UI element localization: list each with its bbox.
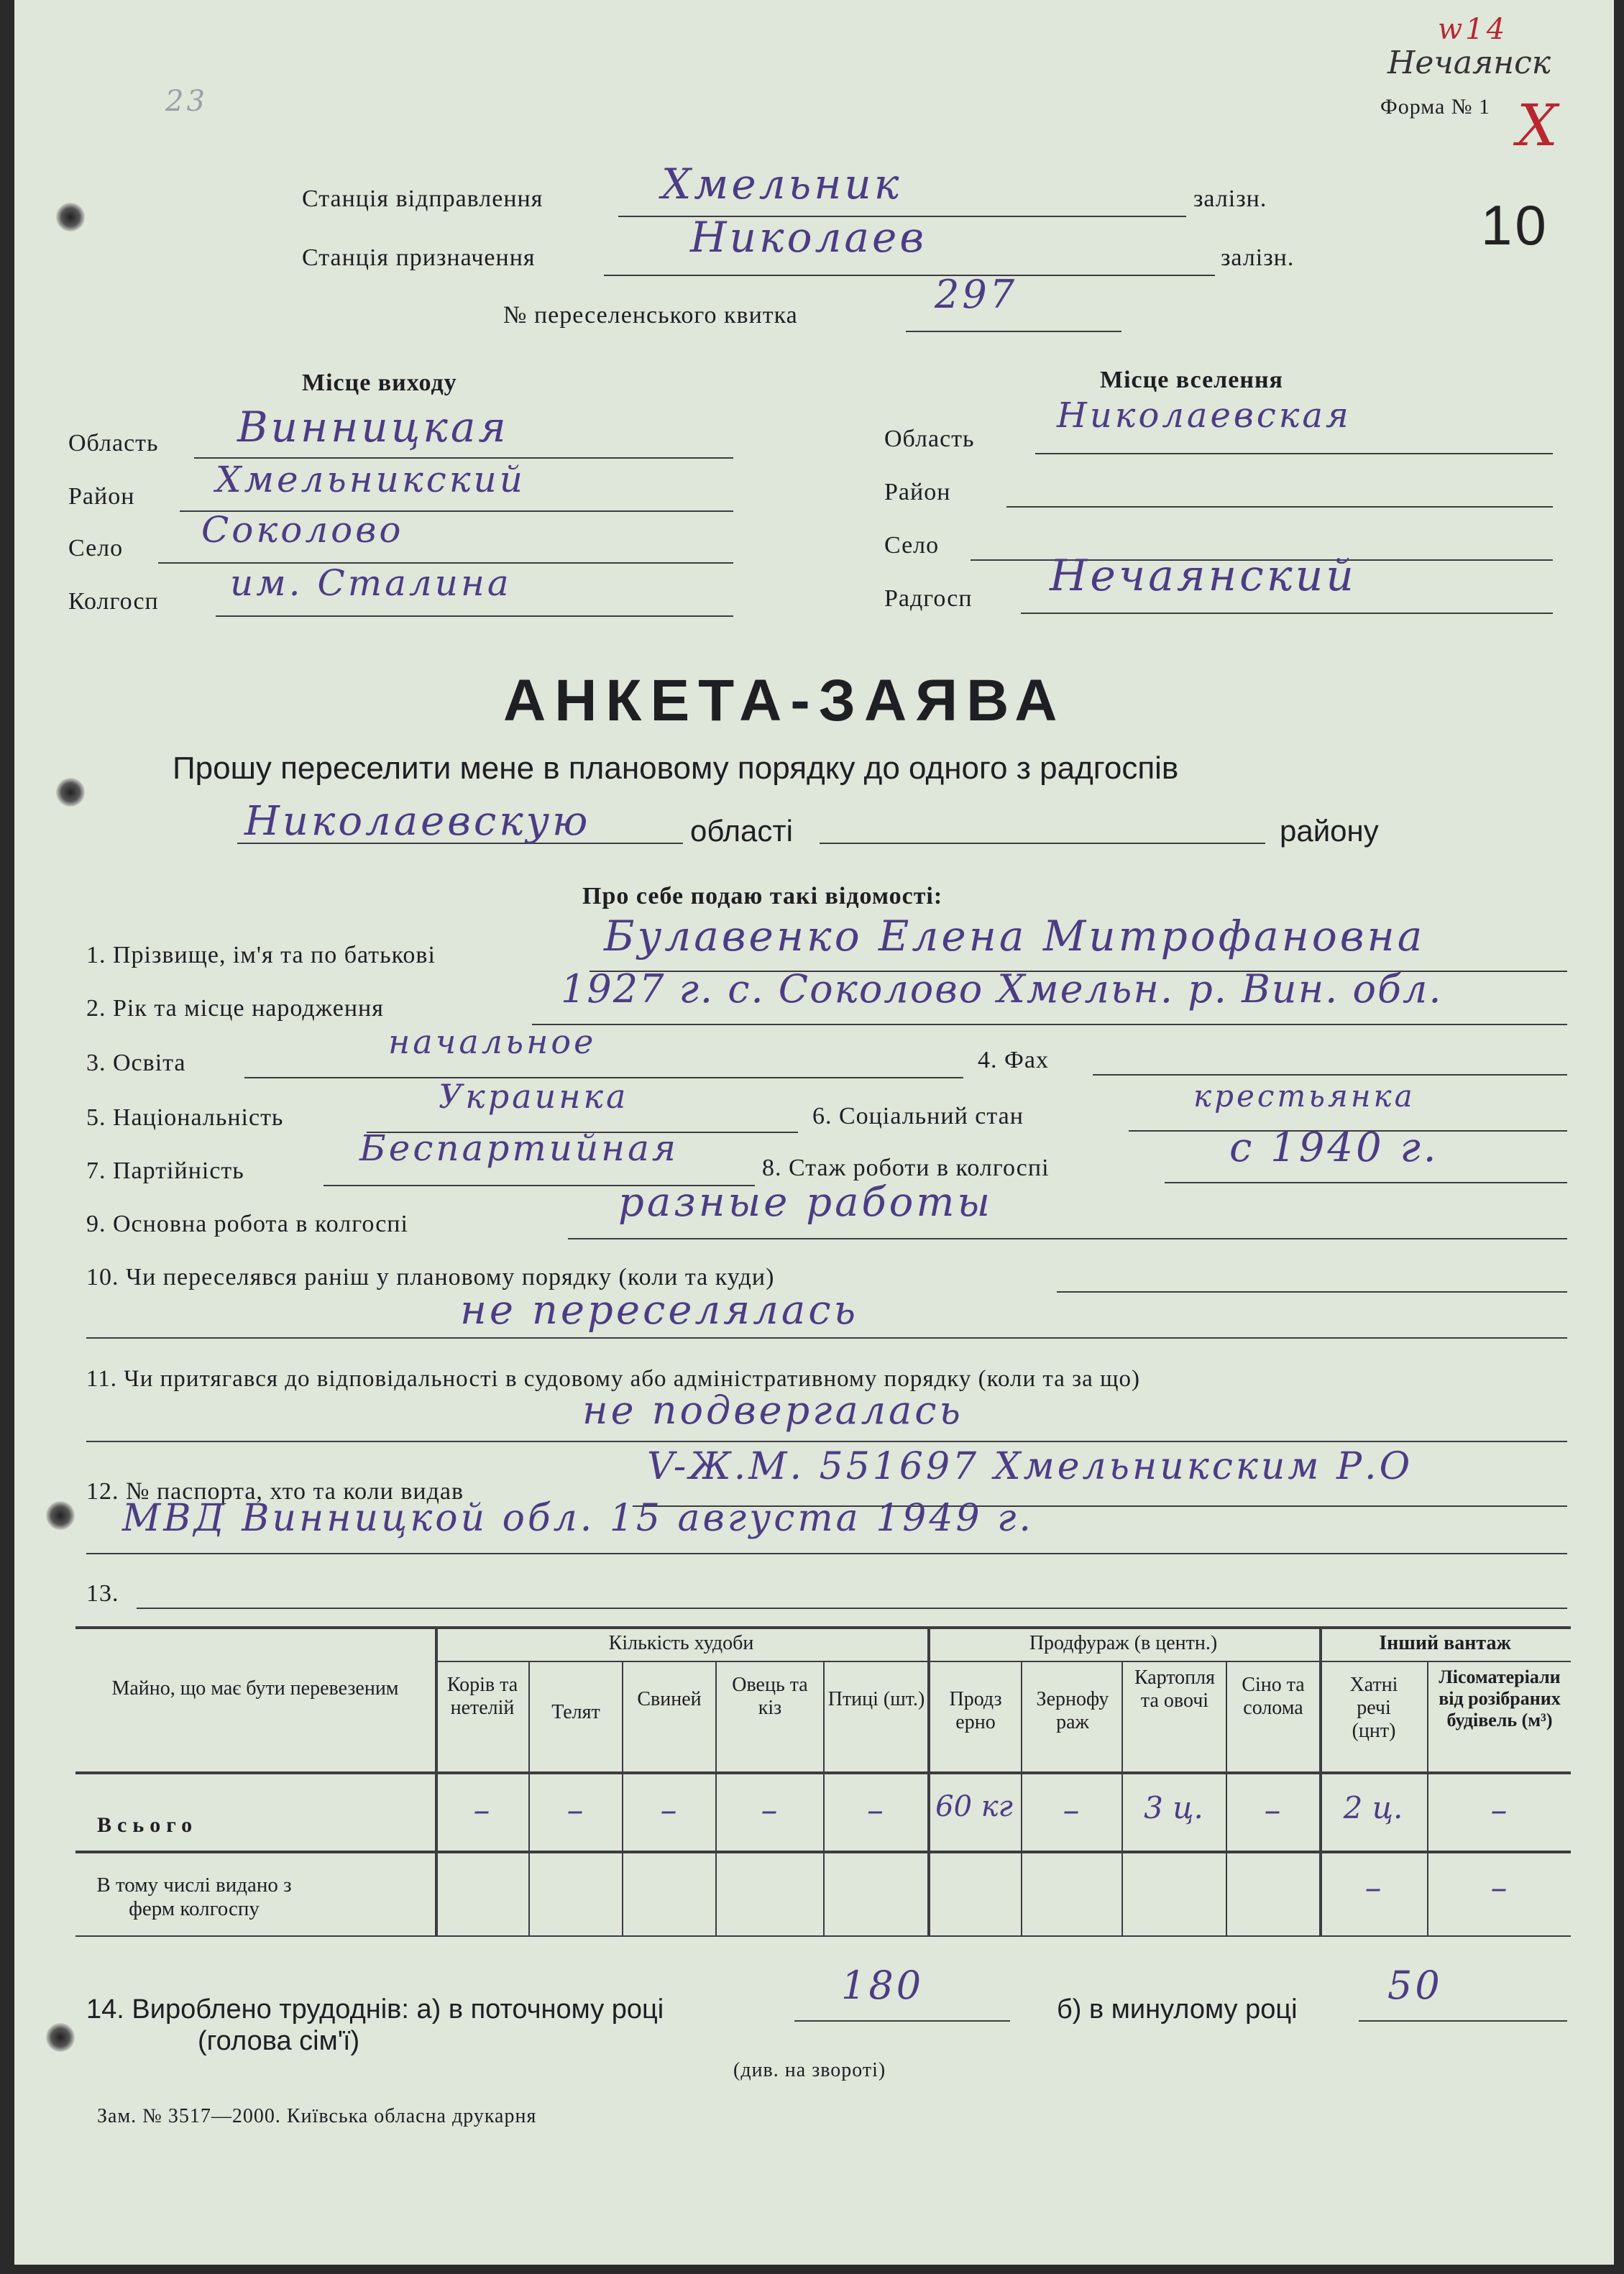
field-13-label: 13. bbox=[86, 1580, 119, 1607]
departure-label: Станція відправлення bbox=[302, 185, 543, 212]
total-cows: – bbox=[473, 1790, 490, 1829]
origin-kolhosp-line bbox=[216, 615, 733, 617]
col-main-header: Майно, що має бути перевезеним bbox=[111, 1677, 399, 1700]
destination-label: Станція призначення bbox=[302, 244, 536, 271]
destination-value: Николаев bbox=[690, 213, 927, 262]
field-11-line bbox=[86, 1441, 1567, 1442]
field-11-value: не подвергалась bbox=[582, 1388, 963, 1433]
departure-value: Хмельник bbox=[661, 160, 902, 208]
workdays-sub-label: (голова сім'ї) bbox=[198, 2026, 360, 2056]
request-oblast-value: Николаевскую bbox=[244, 798, 591, 845]
print-info: Зам. № 3517—2000. Київська обласна друкарня bbox=[97, 2105, 537, 2127]
see-reverse-note: (див. на звороті) bbox=[733, 2059, 886, 2081]
archive-pencil-number: 23 bbox=[165, 85, 208, 118]
col-header-potato: Картопля та овочі bbox=[1134, 1666, 1216, 1713]
col-header-calves: Телят bbox=[551, 1701, 600, 1723]
page-number: 10 bbox=[1481, 193, 1549, 257]
field-2-value: 1927 г. с. Соколово Хмельн. р. Вин. обл. bbox=[561, 966, 1443, 1012]
settlement-radhosp-value: Нечаянский bbox=[1050, 551, 1357, 601]
settlement-selo-label: Село bbox=[884, 532, 940, 559]
field-6-label: 6. Соціальний стан bbox=[812, 1103, 1024, 1129]
total-grain: 60 кг bbox=[935, 1790, 1013, 1823]
field-12-line-2 bbox=[86, 1553, 1567, 1554]
origin-oblast-label: Область bbox=[68, 430, 159, 457]
origin-kolhosp-label: Колгосп bbox=[68, 588, 159, 615]
field-12-value-1: V-Ж.М. 551697 Хмельникским Р.О bbox=[647, 1445, 1413, 1488]
ticket-value: 297 bbox=[935, 272, 1018, 317]
field-5-label: 5. Національність bbox=[86, 1104, 284, 1131]
workdays-label: 14. Вироблено трудоднів: а) в поточному році bbox=[86, 1994, 664, 2025]
field-13-line bbox=[137, 1608, 1567, 1609]
corner-stamp-word: Нечаянск bbox=[1387, 45, 1551, 81]
origin-selo-label: Село bbox=[68, 535, 124, 561]
origin-raion-value: Хмельникский bbox=[216, 459, 526, 500]
settlement-radhosp-label: Радгосп bbox=[884, 585, 973, 612]
group-divider-cattle bbox=[435, 1661, 927, 1662]
field-12-value-2: МВД Винницкой обл. 15 августа 1949 г. bbox=[122, 1497, 1034, 1540]
field-8-value: с 1940 г. bbox=[1229, 1124, 1439, 1171]
field-3-label: 3. Освіта bbox=[86, 1050, 186, 1076]
total-household: 2 ц. bbox=[1343, 1790, 1403, 1825]
field-2-label: 2. Рік та місце народження bbox=[86, 995, 384, 1022]
total-potato: 3 ц. bbox=[1144, 1790, 1203, 1825]
workdays-current-value: 180 bbox=[841, 1963, 925, 2008]
settlement-oblast-label: Область bbox=[884, 426, 975, 452]
form-label: Форма № 1 bbox=[1380, 95, 1490, 119]
destination-suffix: залізн. bbox=[1221, 244, 1295, 271]
workdays-prev-line bbox=[1359, 2020, 1567, 2022]
total-calves: – bbox=[566, 1790, 584, 1829]
origin-heading: Місце виходу bbox=[302, 370, 457, 396]
field-6-value: крестьянка bbox=[1193, 1078, 1416, 1114]
group-divider-feed bbox=[927, 1661, 1319, 1662]
form-page bbox=[14, 0, 1614, 2265]
total-timber: – bbox=[1490, 1790, 1508, 1829]
destination-line bbox=[604, 275, 1215, 276]
field-8-label: 8. Стаж роботи в колгоспі bbox=[762, 1155, 1050, 1181]
settlement-radhosp-line bbox=[1021, 613, 1553, 614]
field-10-value: не переселялась bbox=[460, 1287, 859, 1334]
col-header-cows: Корів та нетелій bbox=[446, 1674, 518, 1720]
group-divider-other bbox=[1319, 1661, 1571, 1662]
col-header-grain: Продзерно bbox=[949, 1688, 1002, 1734]
departure-suffix: залізн. bbox=[1193, 185, 1267, 212]
group-feed-header: Продфураж (в центн.) bbox=[1029, 1632, 1218, 1654]
col-header-timber: Лісоматеріали від розібраних будівель (м³) bbox=[1439, 1666, 1561, 1730]
settlement-raion-label: Район bbox=[884, 479, 951, 505]
request-raion-line bbox=[820, 843, 1265, 844]
field-3-value: начальное bbox=[388, 1022, 597, 1061]
field-1-value: Булавенко Елена Митрофановна bbox=[604, 912, 1426, 961]
row-farm-label: В тому числі видано з ферм колгоспу bbox=[96, 1874, 292, 1921]
origin-kolhosp-value: им. Сталина bbox=[230, 562, 512, 604]
total-poultry: – bbox=[867, 1790, 884, 1829]
field-11-label: 11. Чи притягався до відповідальності в судовому або адміністративному порядку (коли та за що) bbox=[86, 1366, 1140, 1392]
total-pigs: – bbox=[660, 1790, 677, 1829]
settlement-raion-line bbox=[1006, 506, 1553, 508]
punch-hole bbox=[46, 2023, 75, 2052]
field-5-value: Украинка bbox=[439, 1077, 629, 1116]
field-7-value: Беспартийная bbox=[359, 1127, 679, 1169]
table-bottom-border bbox=[75, 1935, 1571, 1937]
workdays-current-line bbox=[794, 2020, 1010, 2022]
field-9-value: разные работы bbox=[618, 1179, 994, 1226]
ticket-label: № переселенського квитка bbox=[503, 302, 798, 329]
request-raion-suffix: району bbox=[1280, 814, 1379, 848]
col-divider bbox=[435, 1626, 438, 1935]
origin-selo-value: Соколово bbox=[201, 509, 404, 551]
total-fodder: – bbox=[1063, 1790, 1080, 1829]
farm-household: – bbox=[1364, 1868, 1382, 1907]
row-total-label: Всього bbox=[97, 1813, 198, 1837]
intro-text: Про себе подаю такі відомості: bbox=[582, 883, 943, 909]
form-title: АНКЕТА-ЗАЯВА bbox=[503, 668, 1066, 733]
col-header-pigs: Свиней bbox=[637, 1688, 702, 1710]
field-1-label: 1. Прізвище, ім'я та по батькові bbox=[86, 942, 436, 968]
corner-stamp-number: w14 bbox=[1438, 13, 1508, 46]
field-4-line bbox=[1093, 1074, 1567, 1076]
field-10-line-2 bbox=[86, 1337, 1567, 1339]
ticket-line bbox=[906, 331, 1121, 332]
field-7-label: 7. Партійність bbox=[86, 1157, 244, 1184]
total-hay: – bbox=[1264, 1790, 1281, 1829]
col-header-hay: Сіно та солома bbox=[1242, 1674, 1305, 1720]
property-table bbox=[75, 1626, 1571, 1940]
request-oblast-suffix: області bbox=[690, 814, 793, 848]
farm-timber: – bbox=[1490, 1868, 1508, 1907]
field-10-line bbox=[1057, 1291, 1567, 1293]
workdays-prev-value: 50 bbox=[1387, 1963, 1443, 2008]
settlement-heading: Місце вселення bbox=[1100, 367, 1283, 393]
settlement-oblast-value: Николаевская bbox=[1057, 395, 1352, 436]
punch-hole bbox=[56, 203, 85, 231]
field-9-line bbox=[568, 1238, 1567, 1239]
punch-hole bbox=[46, 1501, 75, 1530]
field-8-line bbox=[1165, 1182, 1567, 1183]
group-cattle-header: Кількість худоби bbox=[608, 1632, 754, 1654]
settlement-oblast-line bbox=[1035, 453, 1553, 454]
col-header-poultry: Птиці (шт.) bbox=[827, 1688, 925, 1710]
col-header-sheep: Овець та кіз bbox=[732, 1674, 808, 1720]
table-top-border bbox=[75, 1626, 1571, 1629]
origin-raion-label: Район bbox=[68, 483, 135, 510]
punch-hole bbox=[56, 778, 85, 807]
col-header-household: Хатні речі (цнт) bbox=[1349, 1674, 1398, 1743]
col-header-fodder: Зернофураж bbox=[1036, 1688, 1109, 1734]
request-line: Прошу переселити мене в плановому порядку до одного з радгоспів bbox=[173, 751, 1179, 786]
origin-oblast-value: Винницкая bbox=[237, 403, 509, 451]
group-other-header: Інший вантаж bbox=[1379, 1632, 1511, 1654]
field-9-label: 9. Основна робота в колгоспі bbox=[86, 1211, 408, 1237]
field-4-label: 4. Фах bbox=[978, 1047, 1049, 1073]
field-10-label: 10. Чи переселявся раніш у плановому порядку (коли та куди) bbox=[86, 1264, 775, 1290]
workdays-prev-label: б) в минулому році bbox=[1057, 1994, 1298, 2025]
col-divider bbox=[927, 1626, 930, 1935]
field-2-line bbox=[532, 1024, 1567, 1025]
red-mark: Х bbox=[1517, 92, 1561, 159]
field-12-label: 12. № паспорта, хто та коли видав bbox=[86, 1478, 464, 1505]
total-sheep: – bbox=[761, 1790, 778, 1829]
